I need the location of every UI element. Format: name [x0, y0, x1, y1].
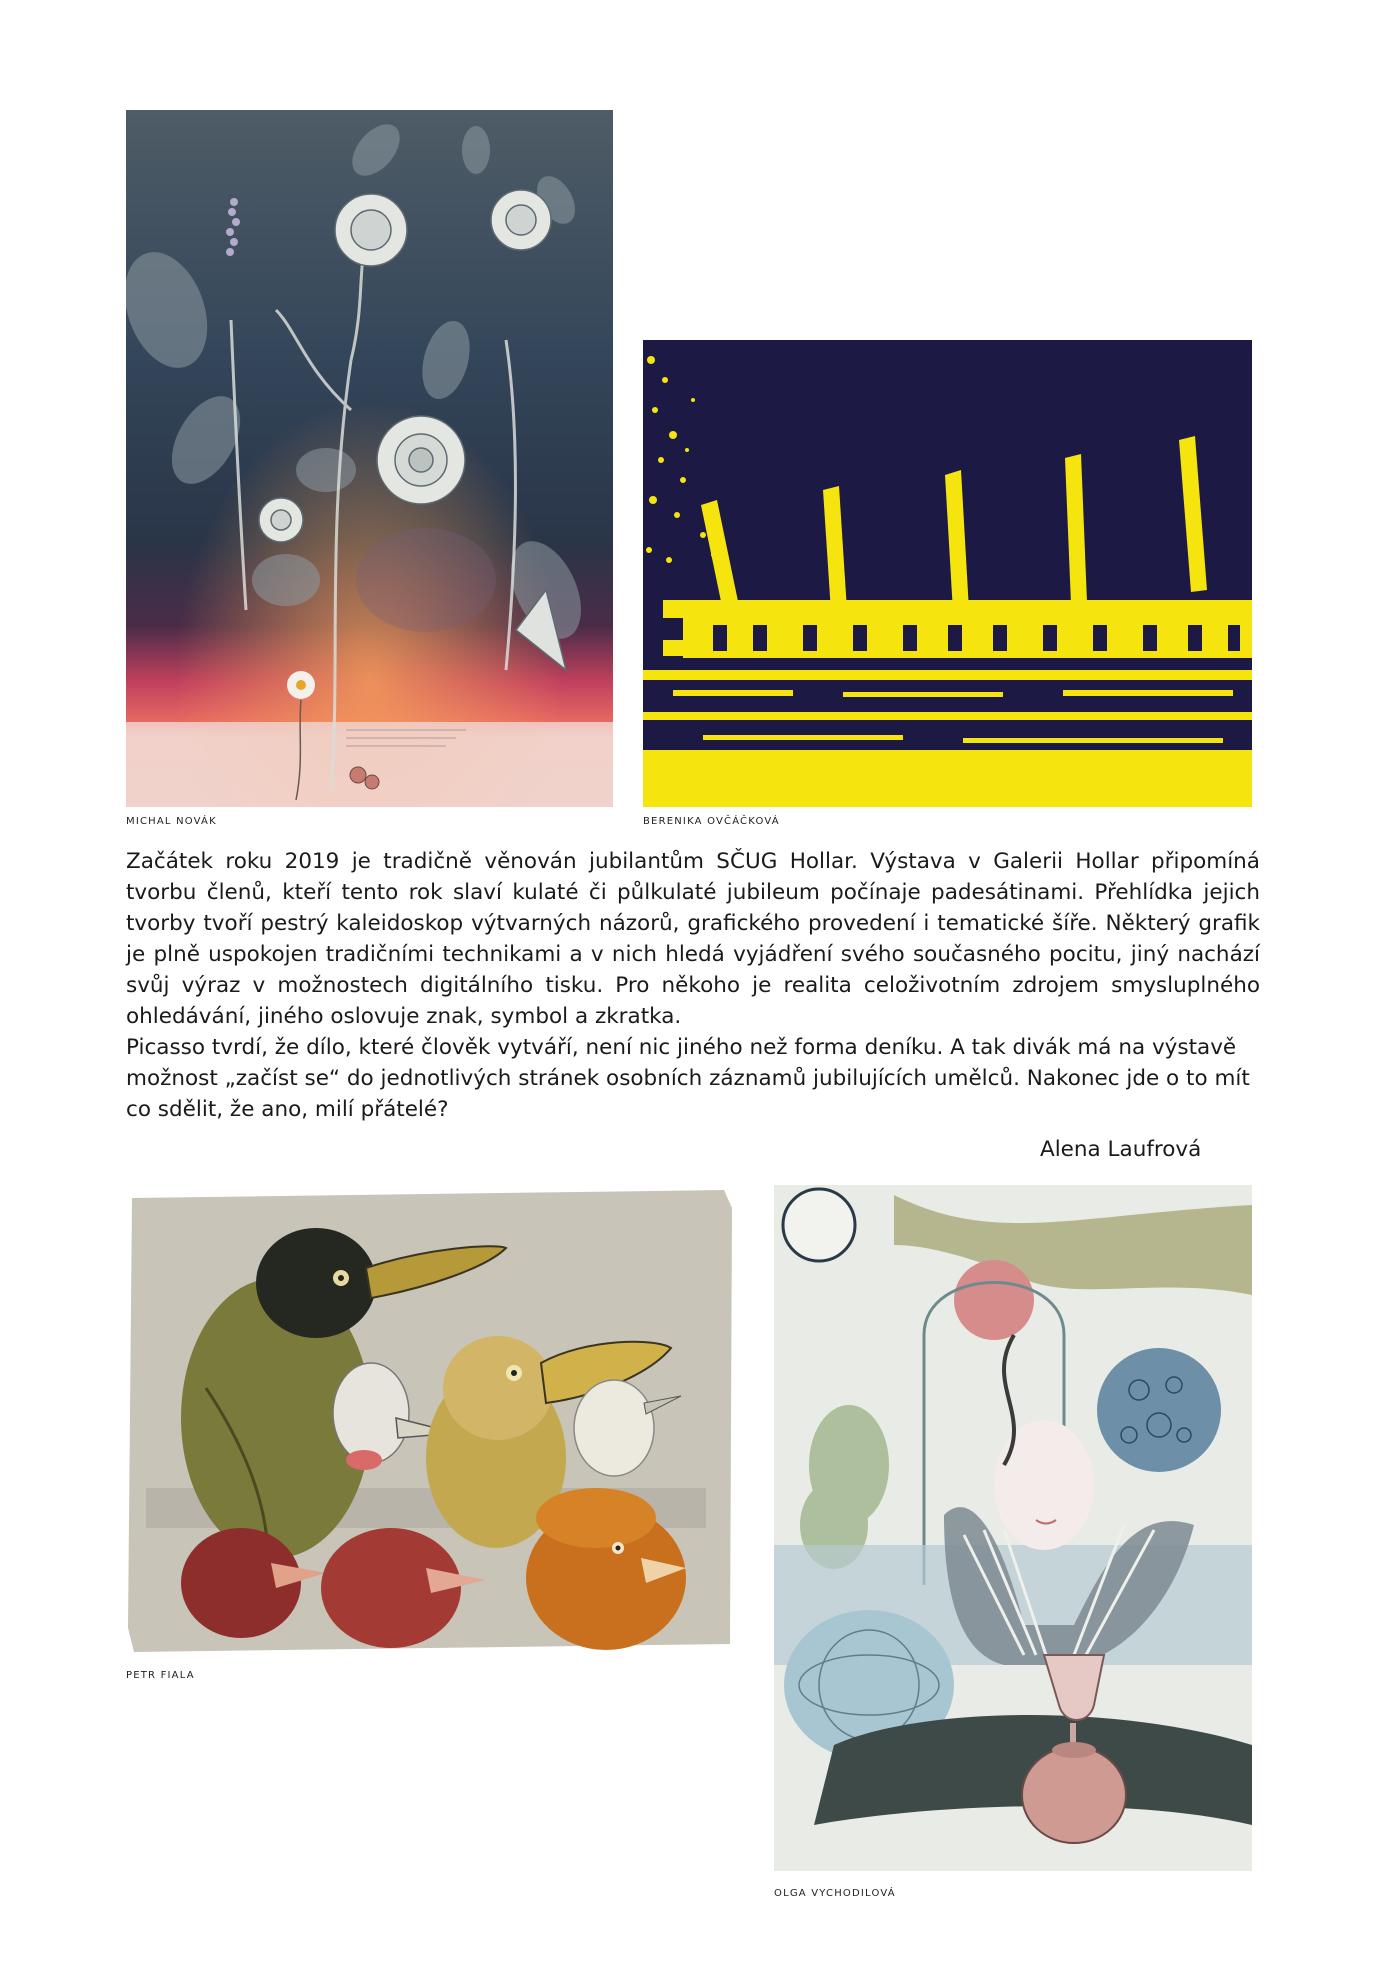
artist-caption-petr-fiala: PETR FIALA	[126, 1670, 195, 1681]
artwork-olga-vychodilova	[774, 1185, 1252, 1871]
article-author: Alena Laufrová	[1040, 1137, 1202, 1162]
article-paragraph-2: Picasso tvrdí, že dílo, které člověk vytváří, není nic jiného než forma deníku. A tak divák má na výstavě možnost „začíst se“ do jednotlivých stránek osobních záznamů jubilujících umělců. Nakonec jde o to mít co sdělit, že ano, milí přátelé?	[126, 1035, 1250, 1122]
artwork-berenika-ovcackova	[643, 340, 1252, 807]
surreal-figure-image	[774, 1185, 1252, 1871]
artist-caption-olga-vychodilova: OLGA VYCHODILOVÁ	[774, 1888, 896, 1899]
artwork-petr-fiala	[126, 1188, 736, 1655]
botanical-etching-image	[126, 110, 613, 807]
artist-caption-berenika-ovcackova: BERENIKA OVČÁČKOVÁ	[643, 816, 780, 827]
birds-lithograph-image	[126, 1188, 736, 1655]
article-body	[126, 846, 1260, 1125]
article-paragraph-1: Začátek roku 2019 je tradičně věnován jubilantům SČUG Hollar. Výstava v Galerii Hollar připomíná tvorbu členů, kteří tento rok slaví kulaté či půlkulaté jubileum počínaje padesátinami. Přehlídka jejich tvorby tvoří pestrý kaleidoskop výtvarných názorů, grafického provedení i tematické šíře. Některý grafik je plně uspokojen tradičními technikami a v nich hledá vyjádření svého současného pocitu, jiný nachází svůj výraz v možnostech digitálního tisku. Pro někoho je realita celoživotním zdrojem smysluplného ohledávání, jiného oslovuje znak, symbol a zkratka.	[126, 849, 1260, 1029]
artist-caption-michal-novak: MICHAL NOVÁK	[126, 816, 217, 827]
yellow-chimneys-image	[643, 340, 1252, 807]
artwork-michal-novak	[126, 110, 613, 807]
